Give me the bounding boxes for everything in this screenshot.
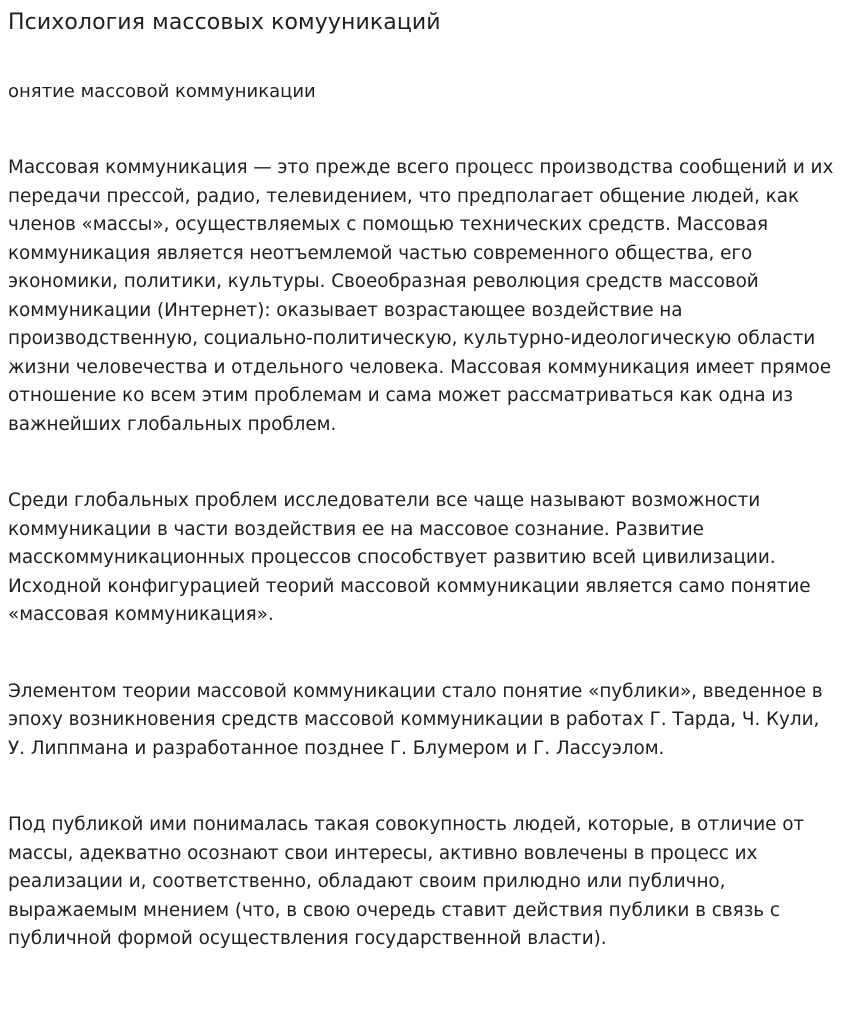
paragraph-mass-communication-definition: Массовая коммуникация — это прежде всего процесс производства сообщений и их передачи прессой, радио, телевидением, что предполагает общение людей, как членов «массы», осуществляемых с помощью технических средств. Массовая коммуникация является неотъемлемой частью современного общества, его экономики, политики, культуры. Своеобразная революция средств массовой коммуникации (Интернет): оказывает возрастающее воздействие на производственную, социально-политическую, культурно-идеологическую области жизни человечества и отдельного человека. Массовая коммуникация имеет прямое отношение ко всем этим проблемам и сама может рассматриваться как одна из важнейших глобальных проблем. <box>8 157 834 435</box>
paragraph-public-theory: Элементом теории массовой коммуникации стало понятие «публики», введенное в эпоху возникновения средств массовой коммуникации в работах Г. Тарда, Ч. Кули, У. Липпмана и разработанное позднее Г. Блумером и Г. Лассуэлом. <box>8 680 823 759</box>
page-title: Психология массовых комууникаций <box>8 10 441 35</box>
paragraph-global-problems: Среди глобальных проблем исследователи все чаще называют возможности коммуникации в части воздействия ее на массовое сознание. Развитие масскоммуникационных процессов способствует развитию всей цивилизации. Исходной конфигурацией теорий массовой коммуникации является само понятие «массовая коммуникация». <box>8 490 811 625</box>
section-heading: онятие массовой коммуникации <box>8 81 316 102</box>
paragraph-public-definition: Под публикой ими понималась такая совокупность людей, которые, в отличие от массы, адекватно осознают свои интересы, активно вовлечены в процесс их реализации и, соответственно, обладают своим прилюдно или публично, выражаемым мнением (что, в свою очередь ставит действия публики в связь с публичной формой осуществления государственной власти). <box>8 814 805 949</box>
